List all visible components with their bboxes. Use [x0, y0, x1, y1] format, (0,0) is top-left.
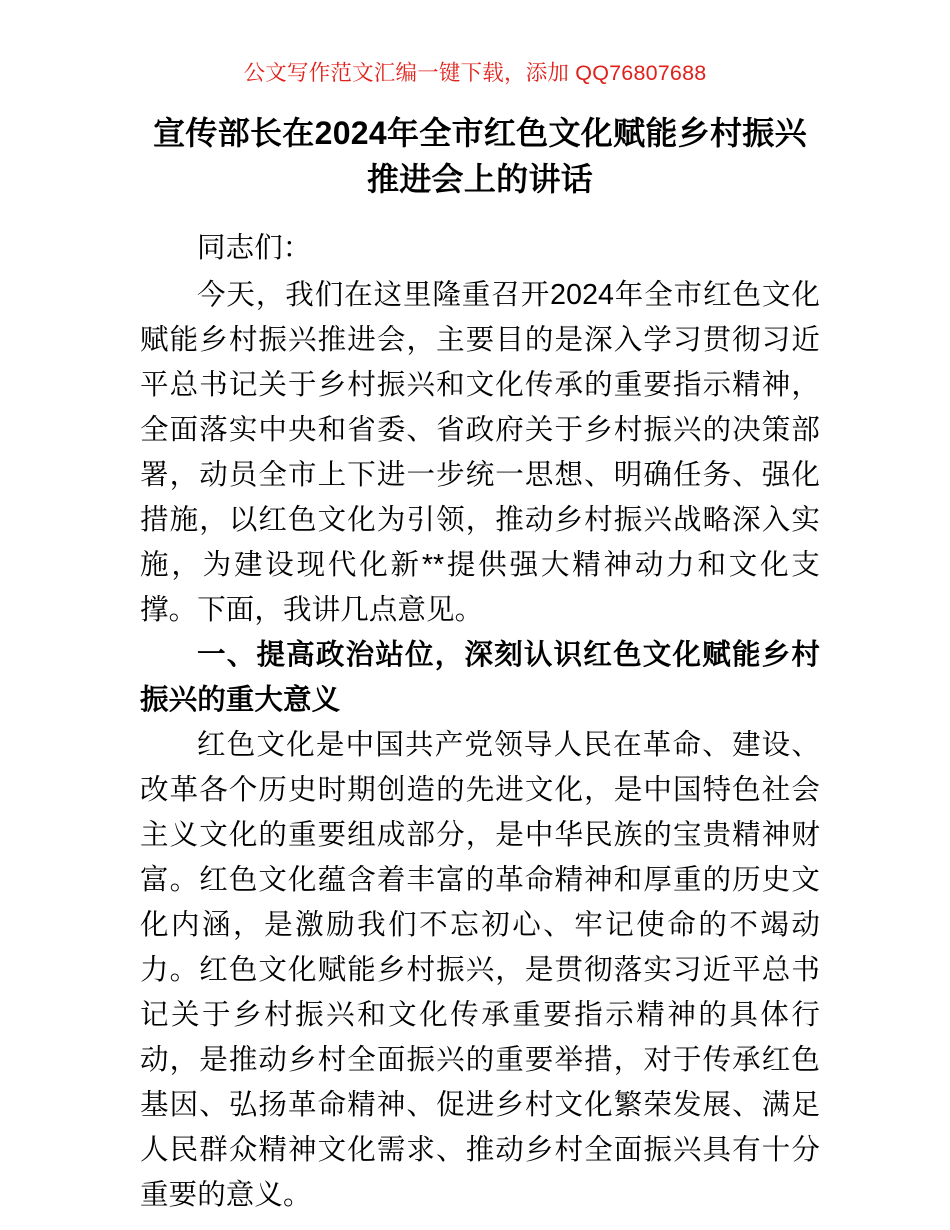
- document-title: 宣传部长在2024年全市红色文化赋能乡村振兴推进会上的讲话: [153, 115, 807, 197]
- promo-header-text: 公文写作范文汇编一键下载，添加 QQ76807688: [243, 61, 707, 86]
- section-one-paragraph: 红色文化是中国共产党领导人民在革命、建设、改革各个历史时期创造的先进文化，是中国特色社会主义文化的重要组成部分，是中华民族的宝贵精神财富。红色文化蕴含着丰富的革命精神和厚重的历史文化内涵，是激励我们不忘初心、牢记使命的不竭动力。红色文化赋能乡村振兴，是贯彻落实习近平总书记关于乡村振兴和文化传承重要指示精神的具体行动，是推动乡村全面振兴的重要举措，对于传承红色基因、弘扬革命精神、促进乡村文化繁荣发展、满足人民群众精神文化需求、推动乡村全面振兴具有十分重要的意义。: [140, 729, 820, 1211]
- opening-paragraph: 今天，我们在这里隆重召开2024年全市红色文化赋能乡村振兴推进会，主要目的是深入学习贯彻习近平总书记关于乡村振兴和文化传承的重要指示精神，全面落实中央和省委、省政府关于乡村振兴的决策部署，动员全市上下进一步统一思想、明确任务、强化措施，以红色文化为引领，推动乡村振兴战略深入实施，为建设现代化新**提供强大精神动力和文化支撑。下面，我讲几点意见。: [140, 279, 820, 626]
- salutation: 同志们：: [197, 232, 312, 264]
- document-content: [140, 96, 820, 1218]
- promo-header-banner: [0, 0, 950, 96]
- section-heading-one: 一、提高政治站位，深刻认识红色文化赋能乡村振兴的重大意义: [140, 639, 820, 716]
